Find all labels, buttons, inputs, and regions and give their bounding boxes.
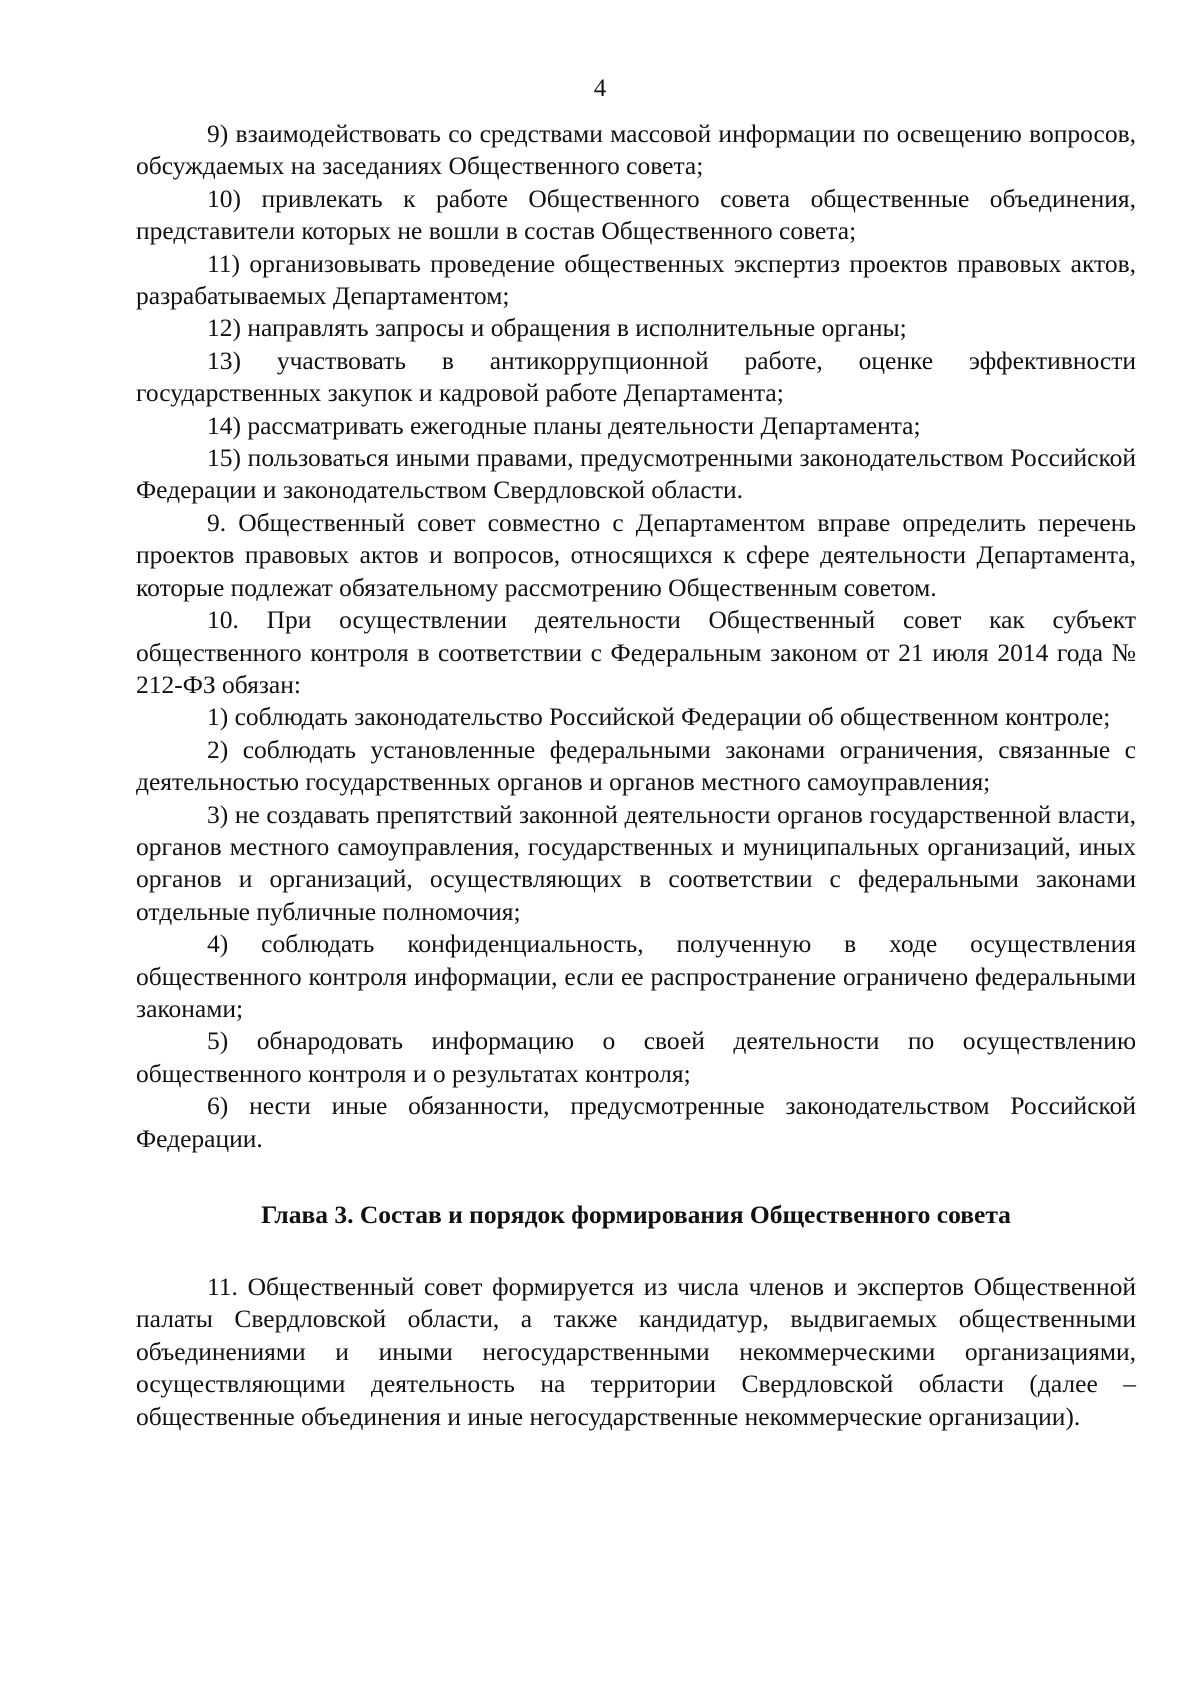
list-item-9-interact-media: 9) взаимодействовать со средствами массовой информации по освещению вопросов, обсуждаемых на заседаниях Общественного совета;: [136, 119, 1136, 181]
obligation-item-4: 4) соблюдать конфиденциальность, полученную в ходе осуществления общественного контроля информации, если ее распространение ограничено федеральными законами;: [136, 929, 1136, 1023]
clause-9-mandatory-review: 9. Общественный совет совместно с Департаментом вправе определить перечень проектов правовых актов и вопросов, относящихся к сфере деятельности Департамента, которые подлежат обязательному рассмотрению Общественным советом.: [136, 507, 1136, 602]
list-item-15-other-rights: 15) пользоваться иными правами, предусмотренными законодательством Российской Федерации и законодательством Свердловской области.: [136, 443, 1136, 505]
obligation-item-1: 1) соблюдать законодательство Российской Федерации об общественном контроле;: [207, 702, 1111, 732]
obligation-item-3: 3) не создавать препятствий законной деятельности органов государственной власти, органов местного самоуправления, государственных и муниципальных организаций, иных органов и организаций, осуществляющих в соответствии с федеральными законами отдельные публичные полномочия;: [136, 799, 1136, 926]
page-number: 4: [593, 75, 607, 102]
obligation-item-2: 2) соблюдать установленные федеральными законами ограничения, связанные с деятельностью государственных органов и органов местного самоуправления;: [136, 734, 1136, 797]
list-item-14-review-plans: 14) рассматривать ежегодные планы деятельности Департамента;: [207, 410, 921, 440]
chapter-3-heading: Глава 3. Состав и порядок формирования Общественного совета: [261, 1200, 1011, 1229]
list-item-11-expert-reviews: 11) организовывать проведение общественных экспертиз проектов правовых актов, разрабатываемых Департаментом;: [136, 248, 1136, 311]
list-item-10-involve-associations: 10) привлекать к работе Общественного совета общественные объединения, представители которых не вошли в состав Общественного совета;: [136, 183, 1136, 246]
obligation-item-5: 5) обнародовать информацию о своей деятельности по осуществлению общественного контроля и о результатах контроля;: [136, 1026, 1136, 1088]
clause-11-formation: 11. Общественный совет формируется из числа членов и экспертов Общественной палаты Свердловской области, а также кандидатур, выдвигаемых общественными объединениями и иными негосударственными некоммерческими организациями, осуществляющими деятельность на территории Свердловской области (далее – общественные объединения и иные негосударственные некоммерческие организации).: [136, 1272, 1136, 1431]
list-item-12-send-requests: 12) направлять запросы и обращения в исполнительные органы;: [207, 313, 907, 343]
clause-10-obligations-intro: 10. При осуществлении деятельности Общественный совет как субъект общественного контроля в соответствии с Федеральным законом от 21 июля 2014 года № 212-ФЗ обязан:: [136, 605, 1136, 699]
list-item-13-anticorruption: 13) участвовать в антикоррупционной работе, оценке эффективности государственных закупок и кадровой работе Департамента;: [136, 345, 1136, 408]
document-body: [136, 118, 1136, 1433]
obligation-item-6: 6) нести иные обязанности, предусмотренные законодательством Российской Федерации.: [136, 1091, 1136, 1153]
